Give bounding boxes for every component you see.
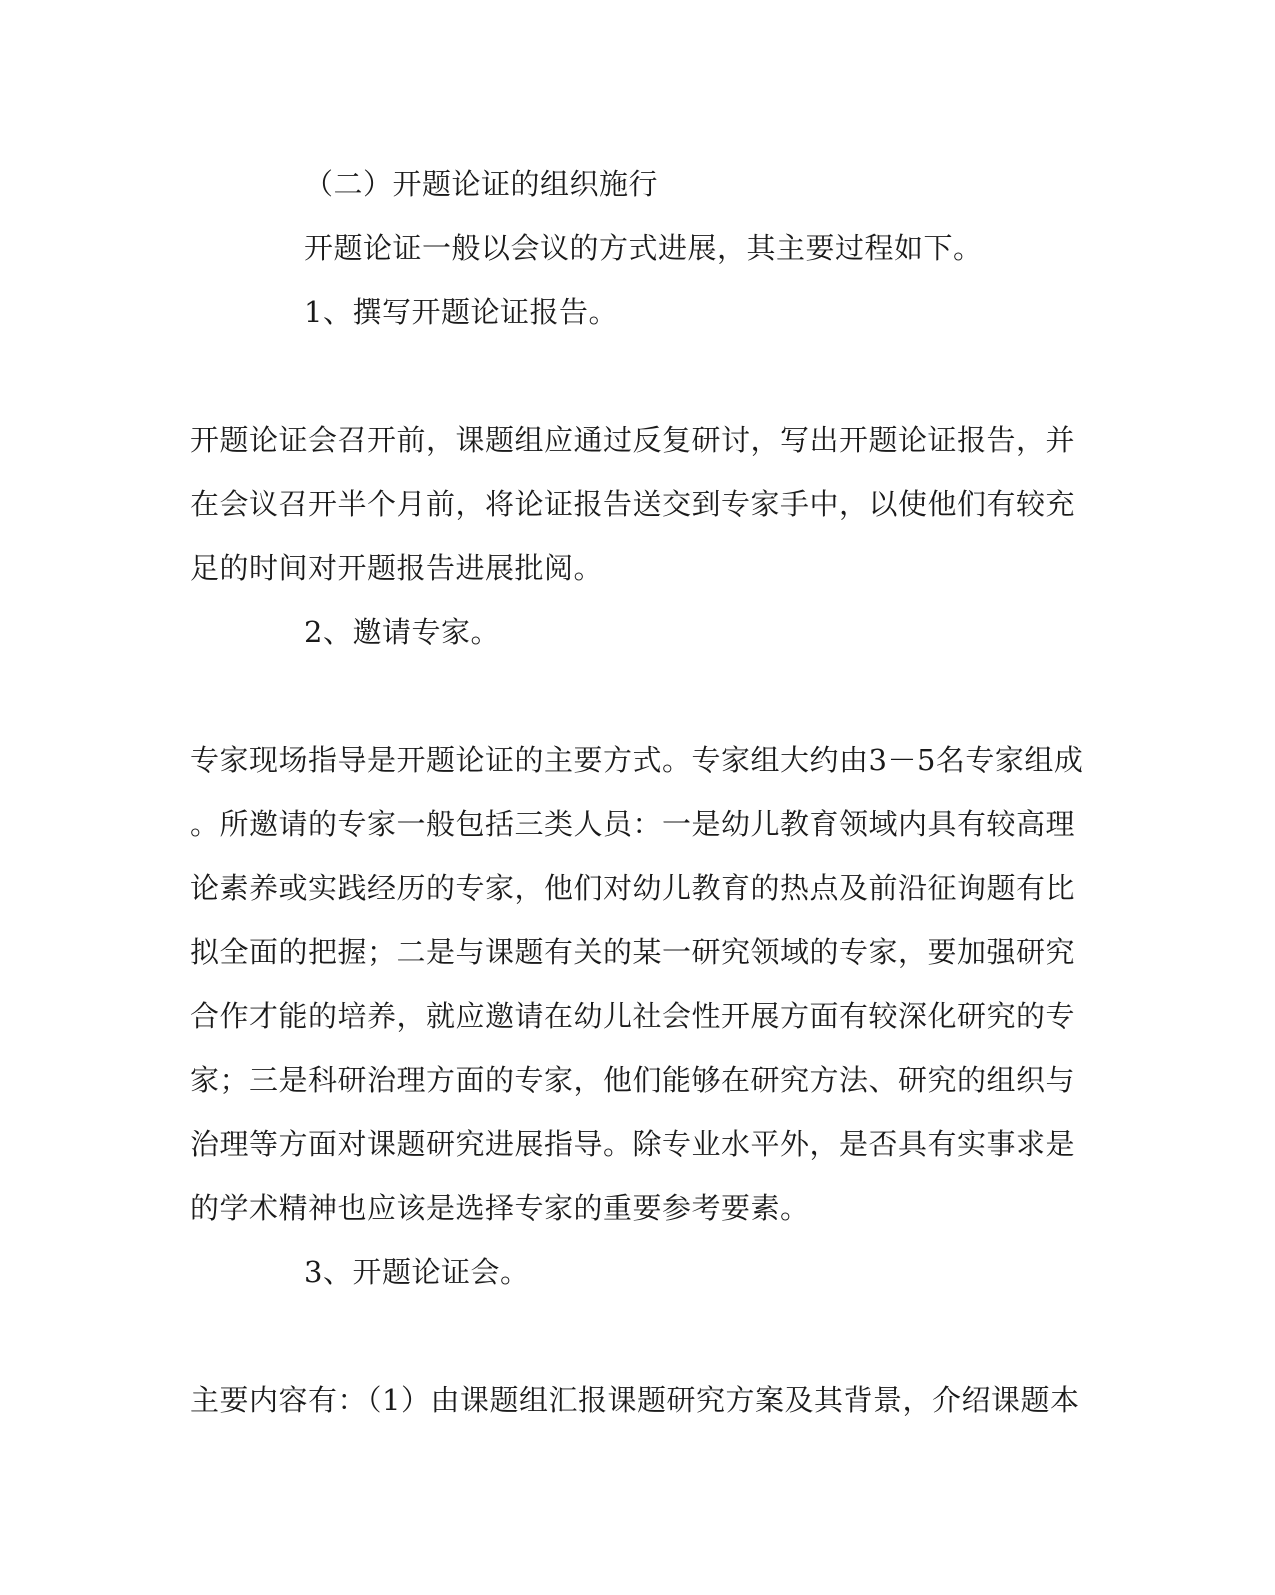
step2-body-line: 治理等方面对课题研究进展指导。除专业水平外，是否具有实事求是	[190, 1127, 1076, 1161]
step3-body-line: 主要内容有：（1）由课题组汇报课题研究方案及其背景，介绍课题本	[190, 1383, 1080, 1417]
section-heading: （二）开题论证的组织施行	[304, 167, 659, 201]
step3-title: 3、开题论证会。	[304, 1255, 530, 1289]
step2-body-line: 的学术精神也应该是选择专家的重要参考要素。	[190, 1191, 810, 1225]
step2-title: 2、邀请专家。	[304, 615, 500, 649]
step2-body-line: 拟全面的把握；二是与课题有关的某一研究领域的专家，要加强研究	[190, 935, 1076, 969]
intro-paragraph: 开题论证一般以会议的方式进展，其主要过程如下。	[304, 231, 983, 265]
step2-body-line: 。所邀请的专家一般包括三类人员：一是幼儿教育领域内具有较高理	[190, 807, 1076, 841]
step2-body-line: 专家现场指导是开题论证的主要方式。专家组大约由3－5名专家组成	[190, 743, 1084, 777]
step1-body-line: 足的时间对开题报告进展批阅。	[190, 551, 604, 585]
step1-body-line: 在会议召开半个月前，将论证报告送交到专家手中，以使他们有较充	[190, 487, 1076, 521]
step2-body-line: 家；三是科研治理方面的专家，他们能够在研究方法、研究的组织与	[190, 1063, 1076, 1097]
step2-body-line: 论素养或实践经历的专家，他们对幼儿教育的热点及前沿征询题有比	[190, 871, 1076, 905]
step1-body-line: 开题论证会召开前，课题组应通过反复研讨，写出开题论证报告，并	[190, 423, 1076, 457]
step2-body-line: 合作才能的培养，就应邀请在幼儿社会性开展方面有较深化研究的专	[190, 999, 1076, 1033]
step1-title: 1、撰写开题论证报告。	[304, 295, 618, 329]
